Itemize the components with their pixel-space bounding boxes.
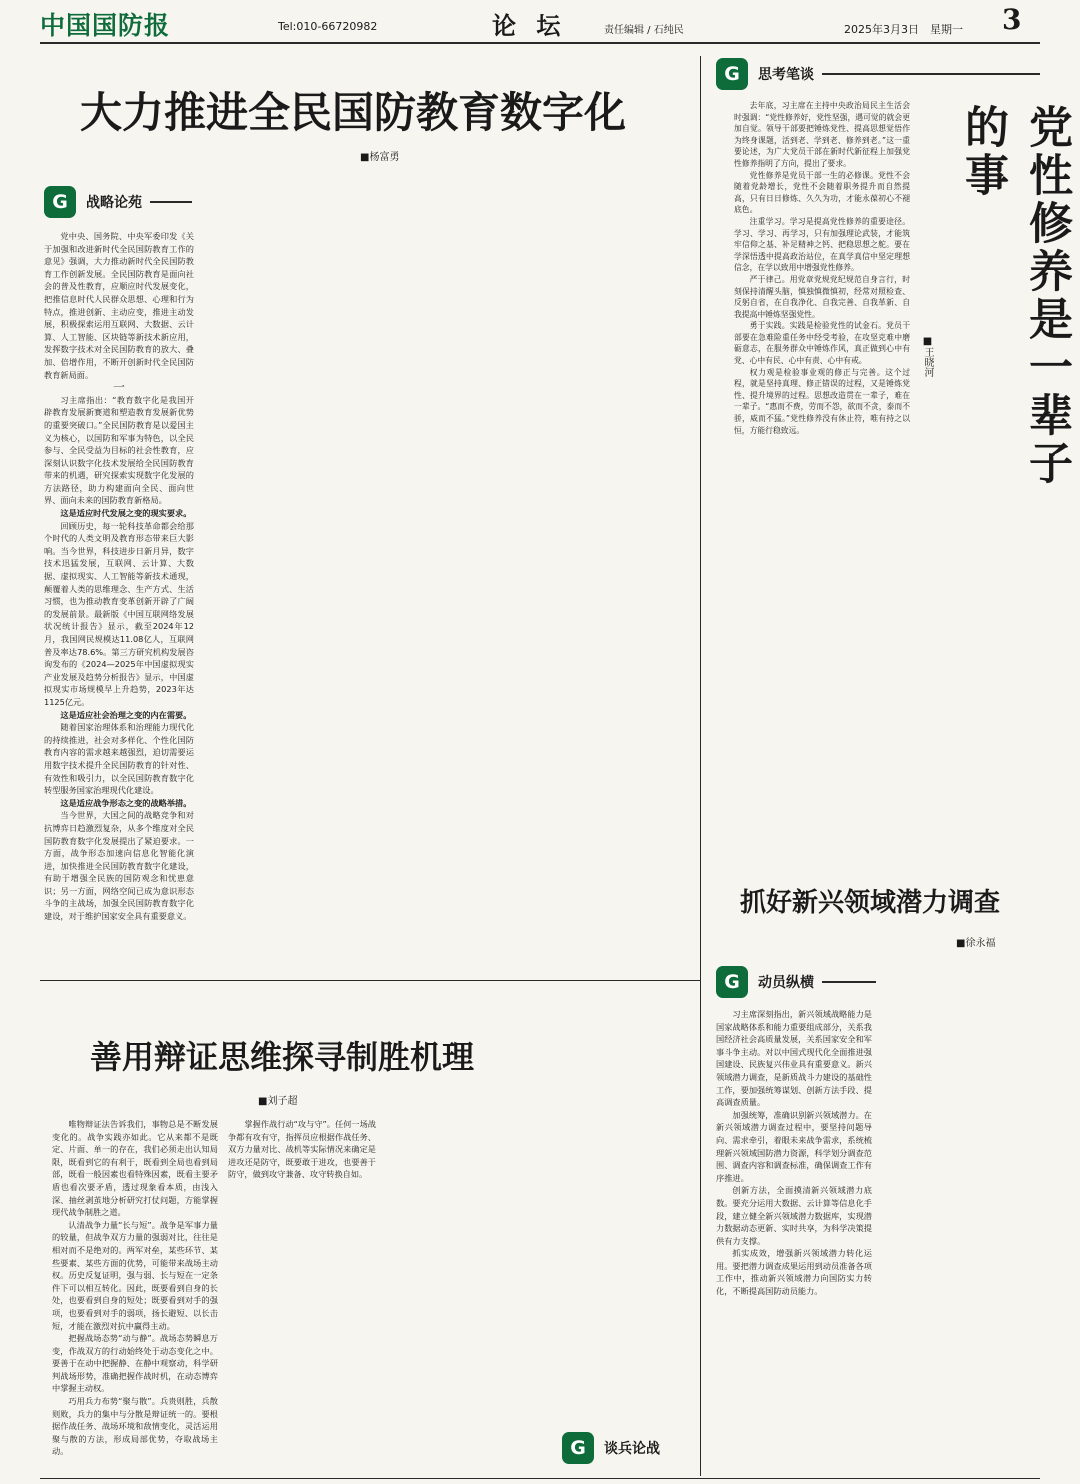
paragraph: 习主席指出：“教育数字化是我国开辟教育发展新赛道和塑造教育发展新优势的重要突破口。”全民国防教育是以爱国主义为核心，以国防和军事为特色，以全民参与、全民受益为目标的社会性教育，应深刻认识数字化技术发展给全民国防教育带来的机遇，研究探索实现数字化发展的方法路径，助力构建面向全民、面向世界、面向未来的国防教育新格局。	[44, 394, 194, 506]
tag-rule	[822, 981, 876, 983]
article1-tag-label: 战略论苑	[86, 195, 142, 211]
page-number: 3	[1002, 3, 1022, 36]
section-divider	[40, 980, 700, 981]
column-logo-icon: G	[562, 1432, 594, 1464]
tag-rule	[150, 201, 192, 203]
paragraph: 加强统筹，准确识别新兴领域潜力。在新兴领域潜力调查过程中，要坚持问题导向、需求牵引，着眼未来战争需求，系统梳理新兴领域国防潜力资源，科学划分调查范围、调查内容和调查标准，确保调查工作有序推进。	[716, 1109, 872, 1183]
article1-column-2	[208, 186, 358, 974]
paragraph: 当今世界，大国之间的战略竞争和对抗博弈日趋激烈复杂，从多个维度对全民国防教育数字化发展提出了紧迫要求。一方面，战争形态加速向信息化智能化演进，加快推进全民国防教育数字化建设，有助于增强全民族的国防观念和忧患意识；另一方面，网络空间已成为意识形态斗争的主战场，加强全民国防教育数字化建设，对于维护国家安全具有重要意义。	[44, 810, 194, 922]
paragraph: 勇于实践。实践是检验党性的试金石。党员干部要在急难险重任务中经受考验，在攻坚克难中磨砺意志，在服务群众中锤炼作风，真正做到心中有党、心中有民、心中有责、心中有戒。	[734, 321, 910, 366]
paragraph: 严于律己。用党章党规党纪规范自身言行，时刻保持清醒头脑，慎独慎微慎初，经常对照检查、反躬自省，在自我净化、自我完善、自我革新、自我提高中锤炼坚强党性。	[734, 274, 910, 319]
paragraph: 一	[112, 380, 125, 395]
article2-tag-label: 谈兵论战	[604, 1441, 660, 1457]
paragraph: 去年底，习主席在主持中央政治局民主生活会时强调：“党性修养好，党性坚强，遇可觉的就会更加自觉。领导干部要把锤炼党性、提高思想觉悟作为终身课题，活到老、学到老、修养到老。”这一重要论述，为广大党员干部在新时代新征程上加强党性修养指明了方向，提出了要求。	[734, 101, 910, 168]
article4-column-2	[882, 966, 1038, 1474]
paragraph: 认清战争力量“长与短”。战争是军事力量的较量，但战争双方力量的强弱对比，往往是相对而不是绝对的。两军对垒，某些环节、某些要素、某些方面的优势，可能带来战场主动权。历史反复证明，强与弱、长与短在一定条件下可以相互转化。因此，既要看到自身的长处，也要看到自身的短处；既要看到对手的强项，也要看到对手的弱项，扬长避短、以长击短，才能在激烈对抗中赢得主动。	[52, 1219, 218, 1331]
column-logo-icon: G	[44, 186, 76, 218]
paragraph: 这是适应社会治理之变的内在需要。	[60, 709, 192, 720]
masthead	[0, 0, 1080, 42]
paragraph: 回顾历史，每一轮科技革命都会给那个时代的人类文明及教育形态带来巨大影响。当今世界，科技进步日新月异，数字技术迅猛发展，互联网、云计算、大数据、虚拟现实、人工智能等新技术通现，颠覆着人类的思维理念、生产方式、生活习惯，也为推动教育变革创新开辟了广阔的发展前景。最新版《中国互联网络发展状况统计报告》显示，截至2024年12月，我国网民规模达11.08亿人，互联网普及率达78.6%。第三方研究机构发展咨询发布的《2024—2025年中国虚拟现实产业发展及趋势分析报告》显示，中国虚拟现实市场规模早上升趋势，2023年达1125亿元。	[44, 520, 194, 707]
article3-column-2	[734, 566, 1034, 832]
paragraph: 这是适应时代发展之变的现实要求。	[60, 508, 192, 519]
newspaper-logo: 中国国防报	[40, 11, 171, 40]
article2-column-3	[386, 990, 534, 1474]
article3-byline: ■王晓河	[922, 336, 933, 377]
tag-rule	[822, 73, 1040, 75]
article4-title: 抓好新兴领域潜力调查	[740, 888, 1001, 918]
article2-column-4	[544, 990, 692, 1414]
paragraph: 权力观是检验事业观的修正与完善。这个过程，就是坚持真理、修正错误的过程，又是锤炼党性、提升境界的过程。思想改造贯在一辈子，难在一辈子。“惠而不费，劳而不怨，欲而不贪，泰而不骄，威而不猛。”党性修养没有休止符，唯有持之以恒，方能行稳致远。	[734, 367, 910, 435]
article1-column-1	[44, 230, 194, 974]
article4-tag	[716, 966, 876, 998]
paragraph: 这是适应战争形态之变的战略举措。	[60, 797, 192, 808]
paragraph: 习主席深刻指出，新兴领域战略能力是国家战略体系和能力重要组成部分，关系我国经济社会高质量发展，关系国家安全和军事斗争主动。对以中国式现代化全面推进强国建设、民族复兴伟业具有重要意义。新兴领域潜力调查，是新质战斗力建设的基础性工作，要加强统筹谋划、创新方法手段、提高调查质量。	[716, 1009, 872, 1108]
paragraph: 巧用兵力布势“聚与散”。兵贵则胜，兵散则败，兵力的集中与分散是辩证统一的。要根据作战任务、战场环境和敌情变化，灵活运用聚与散的方法，形成局部优势，夺取战场主动。	[52, 1396, 218, 1457]
page-bottom-rule	[40, 1478, 1040, 1479]
article4-column-1	[716, 1008, 872, 1474]
article3-column-1	[734, 100, 910, 560]
article1-column-3	[372, 186, 522, 974]
section-name: 论 坛	[492, 11, 567, 40]
issue-date: 2025年3月3日 星期一	[844, 23, 963, 36]
article2-byline: ■刘子超	[258, 1096, 298, 1107]
telephone: Tel:010-66720982	[278, 20, 378, 33]
paragraph: 把握战场态势“动与静”。战场态势瞬息万变，作战双方的行动始终处于动态变化之中。要善于在动中把握静、在静中观察动，科学研判战场形势，准确把握作战时机，在动态博弈中掌握主动权。	[52, 1333, 218, 1394]
paragraph: 注重学习。学习是提高党性修养的重要途径。学习、学习、再学习，只有加强理论武装，才能筑牢信仰之基、补足精神之钙、把稳思想之舵。要在学深悟透中提高政治站位，在真学真信中坚定理想信念，在学以致用中增强党性修养。	[734, 216, 910, 273]
article1-title: 大力推进全民国防教育数字化	[80, 88, 627, 137]
paragraph: 随着国家治理体系和治理能力现代化的持续推进，社会对多样化、个性化国防教育内容的需求越来越强烈，迫切需要运用数字技术提升全民国防教育的针对性、有效性和吸引力，以全民国防教育数字化转型服务国家治理现代化建设。	[44, 722, 194, 796]
article3-tag-label: 思考笔谈	[758, 67, 814, 83]
column-logo-icon: G	[716, 58, 748, 90]
paragraph: 掌握作战行动“攻与守”。任何一场战争都有攻有守，指挥员应根据作战任务、双方力量对比、战机等实际情况来确定是进攻还是防守，既要敢于进攻，也要善于防守，做到攻守兼备、攻守转换自如。	[228, 1119, 376, 1180]
column-logo-icon: G	[716, 966, 748, 998]
paragraph: 党性修养是党员干部一生的必修课。党性不会随着党龄增长，党性不会随着职务提升而自然提高，只有日日修炼、久久为功，才能永葆初心不褪底色。	[734, 170, 910, 215]
editor-credit: 责任编辑 / 石纯民	[604, 25, 684, 36]
article2-column-2	[228, 1118, 376, 1474]
article4-tag-label: 动员纵横	[758, 975, 814, 991]
paragraph: 抓实成效，增强新兴领域潜力转化运用。要把潜力调查成果运用到动员准备各项工作中，推动新兴领域潜力向国防实力转化，不断提高国防动员能力。	[716, 1248, 872, 1297]
column-separator	[700, 56, 701, 1476]
paragraph: 党中央、国务院、中央军委印发《关于加强和改进新时代全民国防教育工作的意见》强调，大力推动新时代全民国防教育工作创新发展。全民国防教育是面向社会的普及性教育，应顺应时代发展变化，把推信息时代人民群众思想、心理和行为特点，推进创新、主动应变，推进主动发展，积极探索运用互联网、大数据、云计算、人工智能、区块链等新技术新应用，发挥数字技术对全民国防教育的放大、叠加、倍增作用，不断开创新时代全民国防教育新局面。	[44, 231, 194, 380]
article1-byline: ■杨富勇	[360, 152, 400, 163]
article1-tag	[44, 186, 192, 218]
paragraph: 唯物辩证法告诉我们，事物总是不断发展变化的。战争实践亦如此。它从来都不是既定、片面、单一的存在，我们必须走出认知局限，既看到它的有利于，既看到全局也看到局部，既看一般因素也看特殊因素，既看主要矛盾也看次要矛盾，透过现象看本质，由浅入深、抽丝剥茧地分析研究打仗问题，方能掌握现代战争制胜之道。	[52, 1119, 218, 1218]
article2-title: 善用辩证思维探寻制胜机理	[90, 1038, 475, 1076]
article4-byline: ■徐永福	[956, 938, 996, 949]
article1-column-4	[536, 186, 686, 974]
paragraph: 创新方法，全面摸清新兴领域潜力底数。要充分运用大数据、云计算等信息化手段，建立健全新兴领域潜力数据库，实现潜力数据动态更新、实时共享，为科学决策提供有力支撑。	[716, 1185, 872, 1246]
article2-column-1	[52, 1118, 218, 1474]
article3-tag	[716, 58, 1040, 90]
article3-title: 党性修养是一辈子的事	[957, 104, 1072, 488]
masthead-rule	[40, 42, 1040, 44]
article2-tag	[562, 1432, 698, 1464]
